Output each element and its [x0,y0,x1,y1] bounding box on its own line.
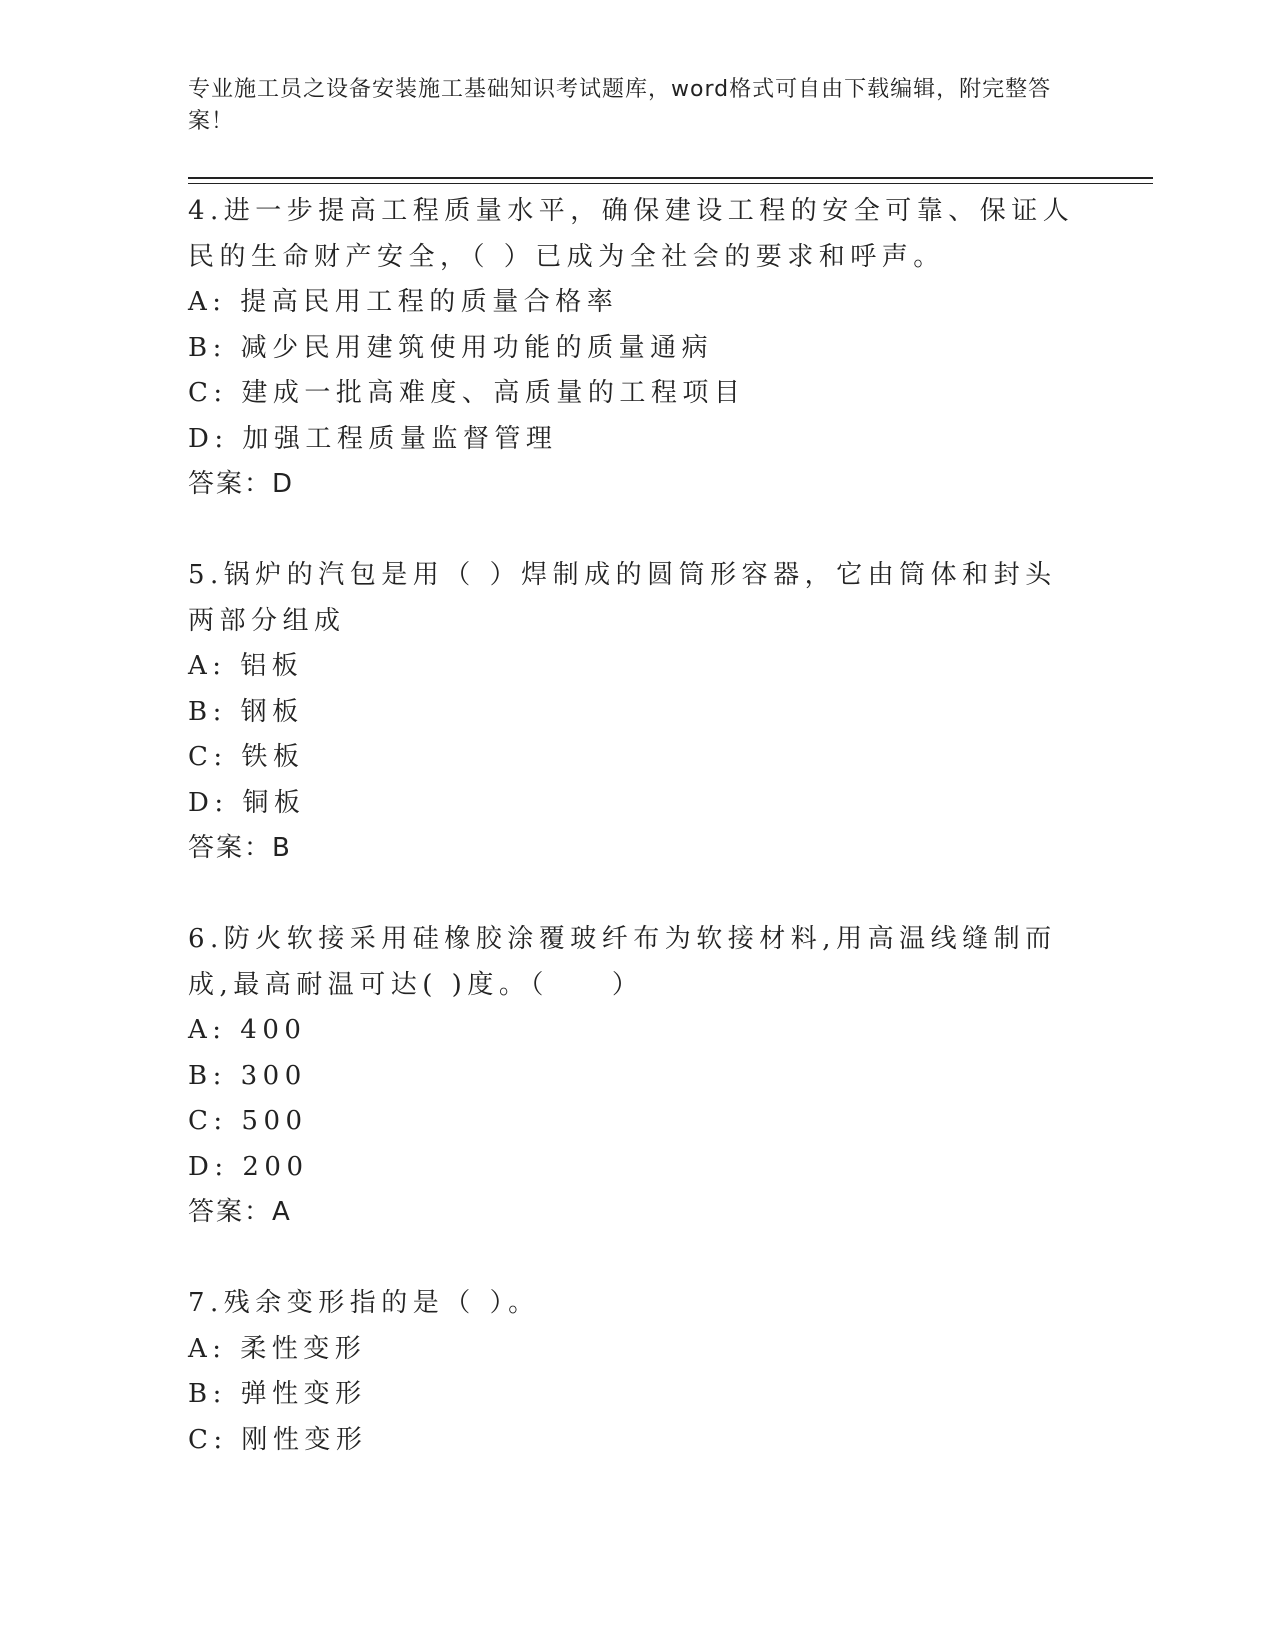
option-b: B: 减少民用建筑使用功能的质量通病 [188,332,714,363]
question-spacer [188,508,1088,554]
question-spacer [188,1236,1088,1282]
question-stem: 4.进一步提高工程质量水平，确保建设工程的安全可靠、保证人民的生命财产安全，（ ）已成为全社会的要求和呼声。 [188,196,1075,272]
header-divider-thick [188,177,1153,179]
question-stem: 6.防火软接采用硅橡胶涂覆玻纤布为软接材料,用高温线缝制而成,最高耐温可达( )度。（ ） [188,924,1057,1000]
question-item [188,189,1088,508]
option-c: C: 建成一批高难度、高质量的工程项目 [188,378,746,408]
option-b: B: 弹性变形 [188,1379,367,1409]
option-c: C: 500 [188,1106,308,1136]
option-b: B: 300 [188,1060,307,1091]
option-d: D: 铜板 [188,787,306,818]
option-a: A: 柔性变形 [188,1333,367,1364]
question-stem: 7.残余变形指的是（ ）。 [188,1288,540,1318]
option-a: A: 400 [188,1015,307,1045]
answer-line: 答案：A [188,1197,292,1227]
answer-line: 答案：B [188,833,292,863]
option-d: D: 加强工程质量监督管理 [188,423,558,454]
option-a: A: 提高民用工程的质量合格率 [188,287,619,317]
option-c: C: 刚性变形 [188,1424,368,1455]
header-divider-thin [188,183,1153,184]
question-list [188,189,1088,1463]
option-d: D: 200 [188,1151,309,1182]
question-item [188,917,1088,1236]
question-item [188,1281,1088,1463]
question-stem: 5.锅炉的汽包是用（ ）焊制成的圆筒形容器，它由筒体和封头两部分组成 [188,560,1057,636]
option-a: A: 铝板 [188,651,304,681]
answer-line: 答案：D [188,469,295,499]
question-spacer [188,872,1088,918]
option-b: B: 钢板 [188,696,304,727]
document-header: 专业施工员之设备安装施工基础知识考试题库，word格式可自由下载编辑，附完整答案！ [188,77,1052,134]
option-c: C: 铁板 [188,742,305,772]
question-item [188,553,1088,872]
